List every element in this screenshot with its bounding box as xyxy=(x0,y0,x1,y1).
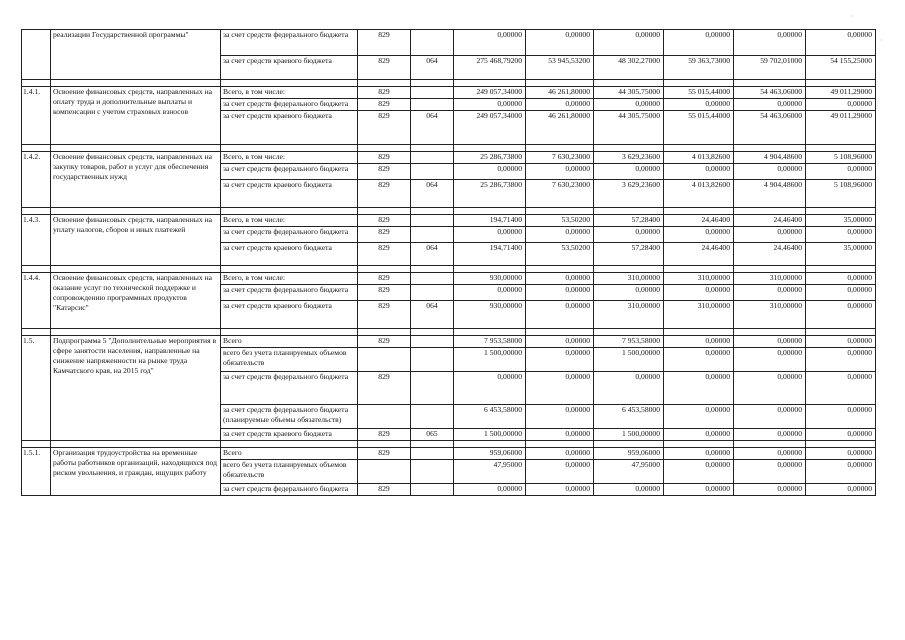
row-index xyxy=(22,30,51,80)
amount-cell: 7 630,23000 xyxy=(526,180,594,208)
amount-cell: 0,00000 xyxy=(454,372,526,405)
amount-cell: 4 013,82600 xyxy=(664,152,734,164)
amount-cell: 3 629,23600 xyxy=(594,180,664,208)
amount-cell: 959,06000 xyxy=(594,448,664,460)
amount-cell: 0,00000 xyxy=(806,405,876,429)
row-index: 1.4.1. xyxy=(22,87,51,145)
amount-cell: 0,00000 xyxy=(734,336,806,348)
row-index: 1.4.4. xyxy=(22,273,51,329)
amount-cell: 0,00000 xyxy=(526,429,594,441)
funding-source: за счет средств федерального бюджета xyxy=(221,285,358,301)
funding-source: Всего, в том числе: xyxy=(221,87,358,99)
amount-cell: 0,00000 xyxy=(806,372,876,405)
amount-cell: 194,71400 xyxy=(454,243,526,266)
amount-cell: 0,00000 xyxy=(664,448,734,460)
budget-code: 065 xyxy=(411,429,454,441)
amount-cell: 0,00000 xyxy=(664,348,734,372)
amount-cell: 0,00000 xyxy=(526,348,594,372)
funding-source: за счет средств федерального бюджета xyxy=(221,484,358,496)
budget-code xyxy=(411,372,454,405)
amount-cell: 35,00000 xyxy=(806,243,876,266)
amount-cell: 47,95000 xyxy=(594,460,664,484)
table-row xyxy=(22,336,876,348)
amount-cell: 24,46400 xyxy=(734,215,806,227)
amount-cell: 0,00000 xyxy=(526,99,594,111)
budget-code xyxy=(411,484,454,496)
grbs-code: 829 xyxy=(358,273,411,285)
amount-cell: 0,00000 xyxy=(806,285,876,301)
row-index: 1.4.3. xyxy=(22,215,51,266)
budget-code: 064 xyxy=(411,111,454,145)
funding-source: Всего xyxy=(221,336,358,348)
amount-cell: 0,00000 xyxy=(526,405,594,429)
budget-code xyxy=(411,273,454,285)
table-row xyxy=(22,215,876,227)
amount-cell: 0,00000 xyxy=(664,405,734,429)
amount-cell: 0,00000 xyxy=(806,448,876,460)
amount-cell: 3 629,23600 xyxy=(594,152,664,164)
amount-cell: 47,95000 xyxy=(454,460,526,484)
amount-cell: 1 500,00000 xyxy=(454,348,526,372)
amount-cell: 0,00000 xyxy=(454,227,526,243)
grbs-code: 829 xyxy=(358,301,411,329)
amount-cell: 0,00000 xyxy=(806,301,876,329)
amount-cell: 54 463,06000 xyxy=(734,87,806,99)
amount-cell: 25 286,73800 xyxy=(454,152,526,164)
budget-code xyxy=(411,152,454,164)
amount-cell: 46 261,80000 xyxy=(526,111,594,145)
amount-cell: 6 453,58000 xyxy=(454,405,526,429)
amount-cell: 0,00000 xyxy=(664,285,734,301)
amount-cell: 0,00000 xyxy=(526,301,594,329)
grbs-code: 829 xyxy=(358,372,411,405)
amount-cell: 0,00000 xyxy=(806,164,876,180)
funding-source: за счет средств федерального бюджета xyxy=(221,227,358,243)
amount-cell: 0,00000 xyxy=(806,30,876,56)
group-gap xyxy=(22,266,876,273)
funding-source: всего без учета планируемых объемов обязательств xyxy=(221,460,358,484)
amount-cell: 0,00000 xyxy=(734,348,806,372)
amount-cell: 0,00000 xyxy=(734,405,806,429)
measure-name: Подпрограмма 5 "Дополнительные мероприятия в сфере занятости населения, направленные на снижение напряженности на рынке труда Камчатского края, на 2015 год" xyxy=(51,336,221,441)
group-gap xyxy=(22,208,876,215)
grbs-code xyxy=(358,405,411,429)
amount-cell: 0,00000 xyxy=(594,484,664,496)
budget-code: 064 xyxy=(411,180,454,208)
budget-code xyxy=(411,87,454,99)
amount-cell: 0,00000 xyxy=(664,227,734,243)
amount-cell: 0,00000 xyxy=(526,460,594,484)
group-gap xyxy=(22,145,876,152)
grbs-code: 829 xyxy=(358,448,411,460)
amount-cell: 930,00000 xyxy=(454,273,526,285)
funding-source: Всего, в том числе: xyxy=(221,273,358,285)
amount-cell: 310,00000 xyxy=(664,301,734,329)
table-row xyxy=(22,152,876,164)
amount-cell: 24,46400 xyxy=(664,215,734,227)
amount-cell: 0,00000 xyxy=(454,30,526,56)
funding-source: за счет средств федерального бюджета xyxy=(221,99,358,111)
row-index: 1.4.2. xyxy=(22,152,51,208)
budget-code xyxy=(411,405,454,429)
budget-code xyxy=(411,460,454,484)
amount-cell: 4 904,48600 xyxy=(734,152,806,164)
grbs-code xyxy=(358,348,411,372)
amount-cell: 0,00000 xyxy=(664,372,734,405)
amount-cell: 53,50200 xyxy=(526,243,594,266)
funding-source: за счет средств краевого бюджета xyxy=(221,180,358,208)
amount-cell: 0,00000 xyxy=(734,227,806,243)
budget-code xyxy=(411,30,454,56)
amount-cell: 0,00000 xyxy=(734,285,806,301)
funding-source: за счет средств федерального бюджета (планируемые объемы обязательств) xyxy=(221,405,358,429)
amount-cell: 1 500,00000 xyxy=(594,429,664,441)
amount-cell: 310,00000 xyxy=(594,273,664,285)
grbs-code: 829 xyxy=(358,87,411,99)
funding-source: за счет средств федерального бюджета xyxy=(221,30,358,56)
amount-cell: 0,00000 xyxy=(806,273,876,285)
funding-source: за счет средств краевого бюджета xyxy=(221,56,358,80)
amount-cell: 0,00000 xyxy=(526,484,594,496)
budget-code xyxy=(411,99,454,111)
table-row xyxy=(22,87,876,99)
amount-cell: 4 013,82600 xyxy=(664,180,734,208)
budget-code xyxy=(411,336,454,348)
budget-code: 064 xyxy=(411,301,454,329)
amount-cell: 0,00000 xyxy=(526,285,594,301)
amount-cell: 0,00000 xyxy=(664,484,734,496)
amount-cell: 310,00000 xyxy=(734,273,806,285)
amount-cell: 0,00000 xyxy=(664,460,734,484)
amount-cell: 55 015,44000 xyxy=(664,111,734,145)
amount-cell: 0,00000 xyxy=(526,336,594,348)
grbs-code: 829 xyxy=(358,429,411,441)
funding-source: Всего xyxy=(221,448,358,460)
measure-name: Освоение финансовых средств, направленных на закупку товаров, работ и услуг для обеспечения государственных нужд xyxy=(51,152,221,208)
amount-cell: 25 286,73800 xyxy=(454,180,526,208)
table-row xyxy=(22,448,876,460)
budget-code: 064 xyxy=(411,56,454,80)
amount-cell: 0,00000 xyxy=(594,285,664,301)
funding-source: за счет средств федерального бюджета xyxy=(221,372,358,405)
amount-cell: 0,00000 xyxy=(594,164,664,180)
amount-cell: 4 904,48600 xyxy=(734,180,806,208)
grbs-code: 829 xyxy=(358,30,411,56)
grbs-code: 829 xyxy=(358,99,411,111)
amount-cell: 0,00000 xyxy=(454,484,526,496)
amount-cell: 0,00000 xyxy=(526,372,594,405)
amount-cell: 0,00000 xyxy=(734,372,806,405)
amount-cell: 0,00000 xyxy=(454,164,526,180)
amount-cell: 24,46400 xyxy=(734,243,806,266)
budget-table xyxy=(21,29,876,496)
grbs-code xyxy=(358,460,411,484)
amount-cell: 0,00000 xyxy=(734,460,806,484)
amount-cell: 59 363,73000 xyxy=(664,56,734,80)
amount-cell: 0,00000 xyxy=(806,348,876,372)
amount-cell: 5 108,96000 xyxy=(806,152,876,164)
amount-cell: 0,00000 xyxy=(526,30,594,56)
row-index: 1.5.1. xyxy=(22,448,51,496)
funding-source: Всего, в том числе: xyxy=(221,152,358,164)
measure-name: реализации Государственной программы" xyxy=(51,30,221,80)
amount-cell: 194,71400 xyxy=(454,215,526,227)
amount-cell: 0,00000 xyxy=(734,484,806,496)
amount-cell: 0,00000 xyxy=(664,30,734,56)
funding-source: за счет средств краевого бюджета xyxy=(221,243,358,266)
amount-cell: 0,00000 xyxy=(526,227,594,243)
scan-speck: · xyxy=(851,12,854,21)
amount-cell: 0,00000 xyxy=(594,227,664,243)
measure-name: Освоение финансовых средств, направленных на оказание услуг по технической поддержке и сопровождению программных продуктов "Катарсис" xyxy=(51,273,221,329)
amount-cell: 310,00000 xyxy=(664,273,734,285)
amount-cell: 5 108,96000 xyxy=(806,180,876,208)
amount-cell: 0,00000 xyxy=(734,99,806,111)
amount-cell: 310,00000 xyxy=(594,301,664,329)
grbs-code: 829 xyxy=(358,152,411,164)
amount-cell: 959,06000 xyxy=(454,448,526,460)
budget-code: 064 xyxy=(411,243,454,266)
amount-cell: 1 500,00000 xyxy=(594,348,664,372)
amount-cell: 46 261,80000 xyxy=(526,87,594,99)
budget-code xyxy=(411,448,454,460)
amount-cell: 35,00000 xyxy=(806,215,876,227)
amount-cell: 24,46400 xyxy=(664,243,734,266)
budget-code xyxy=(411,285,454,301)
funding-source: за счет средств краевого бюджета xyxy=(221,111,358,145)
amount-cell: 48 302,27000 xyxy=(594,56,664,80)
amount-cell: 54 463,06000 xyxy=(734,111,806,145)
amount-cell: 0,00000 xyxy=(526,448,594,460)
budget-code xyxy=(411,215,454,227)
amount-cell: 0,00000 xyxy=(454,99,526,111)
amount-cell: 0,00000 xyxy=(734,30,806,56)
group-gap xyxy=(22,329,876,336)
scan-speck: · xyxy=(880,36,883,45)
group-gap xyxy=(22,80,876,87)
amount-cell: 0,00000 xyxy=(734,164,806,180)
amount-cell: 57,28400 xyxy=(594,243,664,266)
amount-cell: 0,00000 xyxy=(806,484,876,496)
grbs-code: 829 xyxy=(358,111,411,145)
funding-source: за счет средств краевого бюджета xyxy=(221,301,358,329)
amount-cell: 0,00000 xyxy=(806,336,876,348)
amount-cell: 249 057,34000 xyxy=(454,111,526,145)
grbs-code: 829 xyxy=(358,285,411,301)
amount-cell: 0,00000 xyxy=(594,99,664,111)
amount-cell: 930,00000 xyxy=(454,301,526,329)
amount-cell: 1 500,00000 xyxy=(454,429,526,441)
table-row xyxy=(22,273,876,285)
amount-cell: 0,00000 xyxy=(806,429,876,441)
amount-cell: 0,00000 xyxy=(664,99,734,111)
funding-source: Всего, в том числе: xyxy=(221,215,358,227)
grbs-code: 829 xyxy=(358,243,411,266)
grbs-code: 829 xyxy=(358,180,411,208)
amount-cell: 49 011,29000 xyxy=(806,111,876,145)
table-row xyxy=(22,30,876,56)
amount-cell: 7 953,58000 xyxy=(594,336,664,348)
amount-cell: 310,00000 xyxy=(734,301,806,329)
amount-cell: 275 468,79200 xyxy=(454,56,526,80)
grbs-code: 829 xyxy=(358,164,411,180)
amount-cell: 0,00000 xyxy=(454,285,526,301)
grbs-code: 829 xyxy=(358,56,411,80)
amount-cell: 53 945,53200 xyxy=(526,56,594,80)
amount-cell: 7 953,58000 xyxy=(454,336,526,348)
grbs-code: 829 xyxy=(358,336,411,348)
amount-cell: 44 305,75000 xyxy=(594,111,664,145)
row-index: 1.5. xyxy=(22,336,51,441)
funding-source: всего без учета планируемых объемов обязательств xyxy=(221,348,358,372)
funding-source: за счет средств федерального бюджета xyxy=(221,164,358,180)
amount-cell: 0,00000 xyxy=(734,448,806,460)
amount-cell: 0,00000 xyxy=(526,273,594,285)
amount-cell: 0,00000 xyxy=(664,429,734,441)
grbs-code: 829 xyxy=(358,227,411,243)
amount-cell: 55 015,44000 xyxy=(664,87,734,99)
measure-name: Освоение финансовых средств, направленных на уплату налогов, сборов и иных платежей xyxy=(51,215,221,266)
amount-cell: 0,00000 xyxy=(806,460,876,484)
budget-code xyxy=(411,164,454,180)
amount-cell: 57,28400 xyxy=(594,215,664,227)
amount-cell: 7 630,23000 xyxy=(526,152,594,164)
budget-code xyxy=(411,348,454,372)
amount-cell: 6 453,58000 xyxy=(594,405,664,429)
amount-cell: 53,50200 xyxy=(526,215,594,227)
group-gap xyxy=(22,441,876,448)
measure-name: Организация трудоустройства на временные работы работников организаций, находящихся под риском увольнения, и граждан, ищущих работу xyxy=(51,448,221,496)
amount-cell: 0,00000 xyxy=(664,336,734,348)
amount-cell: 49 011,29000 xyxy=(806,87,876,99)
measure-name: Освоение финансовых средств, направленных на оплату труда и дополнительные выплаты и компенсации с учетом страховых взносов xyxy=(51,87,221,145)
amount-cell: 0,00000 xyxy=(806,227,876,243)
amount-cell: 59 702,01000 xyxy=(734,56,806,80)
amount-cell: 0,00000 xyxy=(664,164,734,180)
amount-cell: 0,00000 xyxy=(806,99,876,111)
amount-cell: 0,00000 xyxy=(526,164,594,180)
budget-code xyxy=(411,227,454,243)
amount-cell: 249 057,34000 xyxy=(454,87,526,99)
grbs-code: 829 xyxy=(358,215,411,227)
funding-source: за счет средств краевого бюджета xyxy=(221,429,358,441)
amount-cell: 0,00000 xyxy=(734,429,806,441)
amount-cell: 0,00000 xyxy=(594,30,664,56)
amount-cell: 54 155,25000 xyxy=(806,56,876,80)
amount-cell: 0,00000 xyxy=(594,372,664,405)
amount-cell: 44 305,75000 xyxy=(594,87,664,99)
grbs-code: 829 xyxy=(358,484,411,496)
